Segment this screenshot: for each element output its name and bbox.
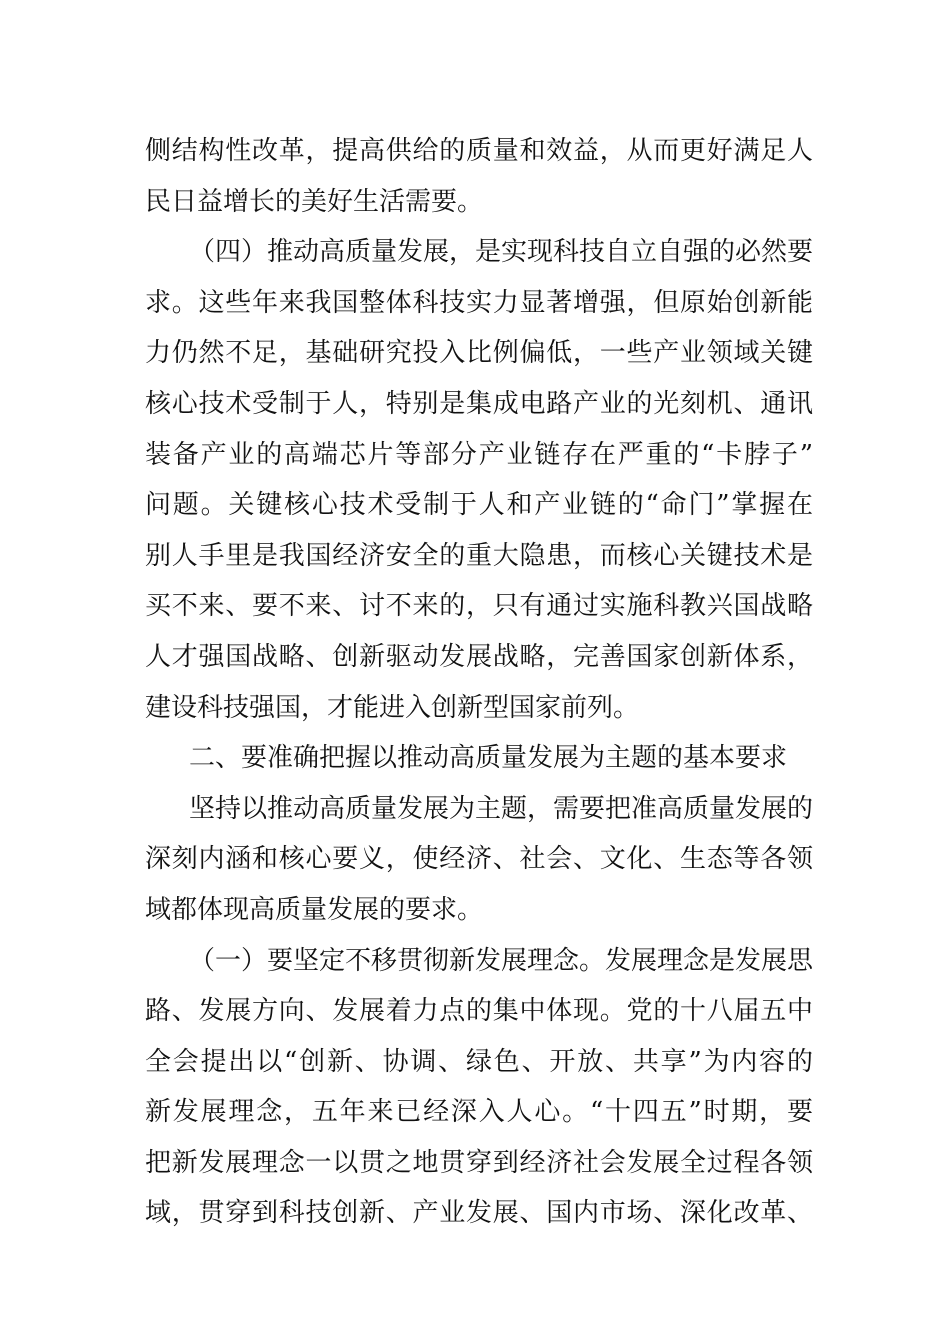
- text-line-7: 装备产业的高端芯片等部分产业链存在严重的“卡脖子”: [145, 439, 813, 470]
- text-line-1: 侧结构性改革，提高供给的质量和效益，从而更好满足人: [145, 136, 813, 166]
- section-heading: 二、要准确把握以推动高质量发展为主题的基本要求: [189, 743, 788, 774]
- text-line-16: 域都体现高质量发展的要求。: [145, 894, 484, 925]
- text-line-2: 民日益增长的美好生活需要。: [145, 186, 484, 217]
- text-line-6: 核心技术受制于人，特别是集成电路产业的光刻机、通讯: [145, 388, 813, 419]
- text-line-11: 人才强国战略、创新驱动发展战略，完善国家创新体系，: [145, 641, 813, 672]
- text-line-22: 域，贯穿到科技创新、产业发展、国内市场、深化改革、: [145, 1198, 813, 1229]
- text-line-17: （一）要坚定不移贯彻新发展理念。发展理念是发展思: [189, 945, 814, 976]
- text-line-12: 建设科技强国，才能进入创新型国家前列。: [145, 692, 640, 723]
- text-line-3: （四）推动高质量发展，是实现科技自立自强的必然要: [189, 237, 814, 268]
- text-line-5: 力仍然不足，基础研究投入比例偏低，一些产业领域关键: [145, 338, 813, 369]
- document-body: [145, 126, 813, 1239]
- text-line-18: 路、发展方向、发展着力点的集中体现。党的十八届五中: [145, 996, 813, 1027]
- text-line-14: 坚持以推动高质量发展为主题，需要把准高质量发展的: [189, 793, 814, 824]
- text-line-20: 新发展理念，五年来已经深入人心。“十四五”时期，要: [145, 1097, 813, 1128]
- text-line-19: 全会提出以“创新、协调、绿色、开放、共享”为内容的: [145, 1046, 813, 1077]
- text-line-21: 把新发展理念一以贯之地贯穿到经济社会发展全过程各领: [145, 1147, 813, 1178]
- text-line-9: 别人手里是我国经济安全的重大隐患，而核心关键技术是: [145, 540, 813, 571]
- text-line-10: 买不来、要不来、讨不来的，只有通过实施科教兴国战略: [145, 591, 813, 622]
- text-line-8: 问题。关键核心技术受制于人和产业链的“命门”掌握在: [145, 490, 813, 521]
- text-line-4: 求。这些年来我国整体科技实力显著增强，但原始创新能: [145, 287, 813, 318]
- text-line-15: 深刻内涵和核心要义，使经济、社会、文化、生态等各领: [145, 844, 813, 875]
